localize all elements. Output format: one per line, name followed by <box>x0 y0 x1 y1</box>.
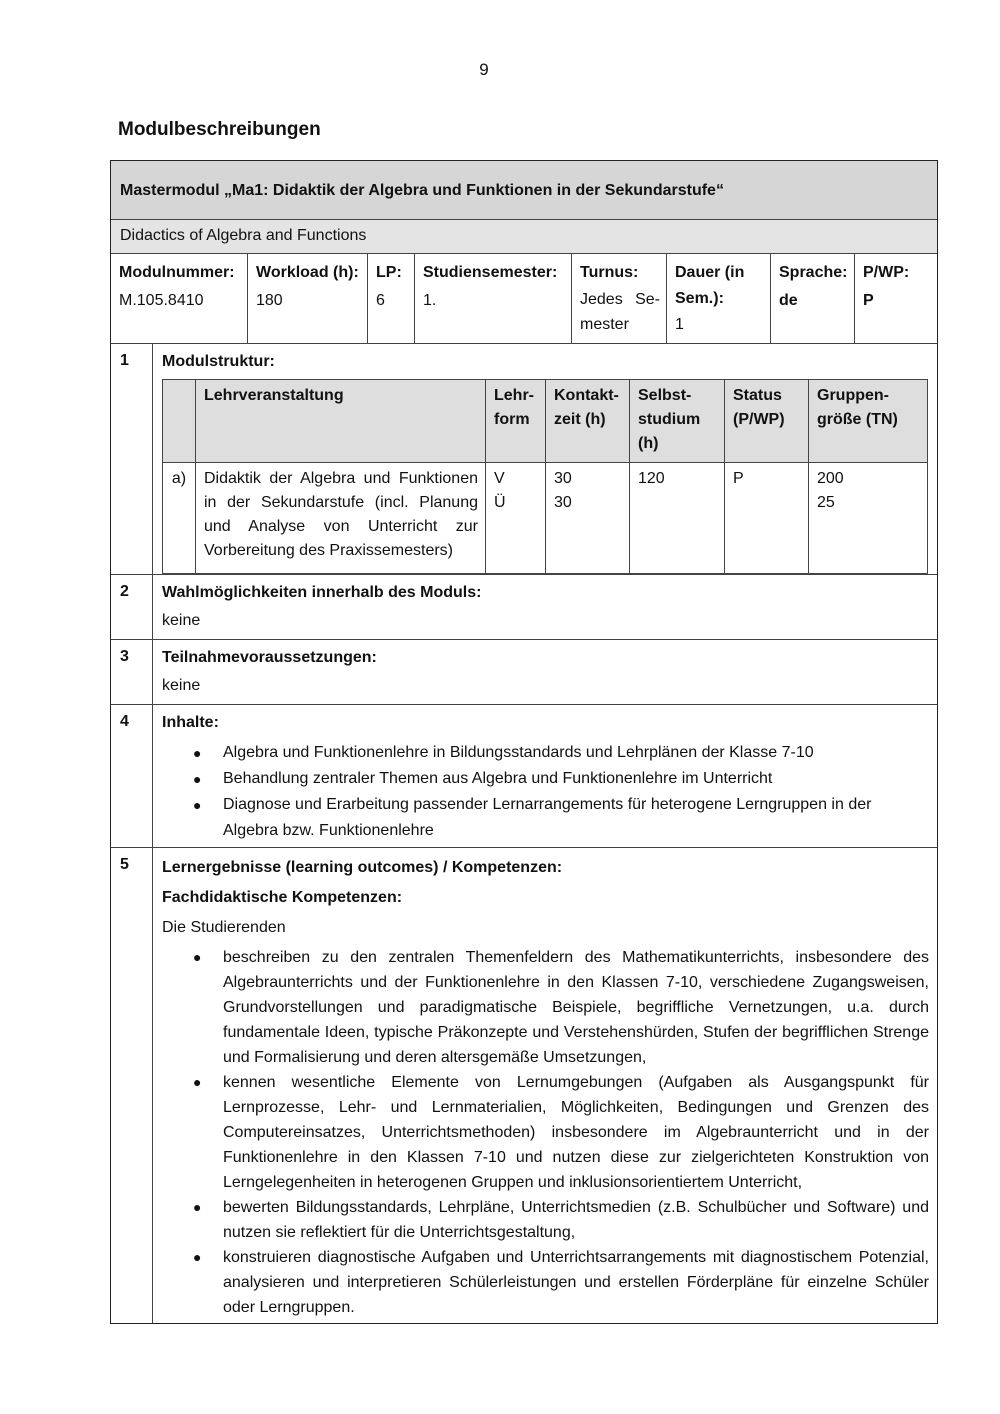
bullet-icon: ● <box>193 771 202 787</box>
section-label: Inhalte: <box>162 714 219 731</box>
dauer-value: 1 <box>675 316 684 333</box>
section-number: 5 <box>111 848 153 1323</box>
list-item: ● Algebra und Funktionenlehre in Bildungsstandards und Lehrplänen der Klasse 7-10 <box>162 740 929 766</box>
section-sublabel: Fachdidaktische Kompetenzen: <box>162 889 403 906</box>
lp-cell <box>368 254 415 343</box>
workload-label: Workload (h): <box>256 264 359 281</box>
module-title: Mastermodul „Ma1: Didaktik der Algebra und Funktionen in der Sekundarstufe“ <box>111 161 937 220</box>
list-item: ● Behandlung zentraler Themen aus Algebra und Funktionenlehre im Unterricht <box>162 766 929 792</box>
list-item: ● bewerten Bildungsstandards, Lehrpläne, Unterrichtsmedien (z.B. Schulbücher und Software) und nutzen sie reflektiert für die Unterrichtsgestaltung, <box>162 1195 929 1245</box>
dauer-cell <box>667 254 771 343</box>
section-teilnahmevoraussetzungen <box>111 640 937 705</box>
dauer-label-line2: Sem.): <box>675 290 724 307</box>
pwp-value: P <box>863 292 874 309</box>
pwp-cell <box>855 254 937 343</box>
bullet-icon: ● <box>193 1249 202 1265</box>
bullet-icon: ● <box>193 1199 202 1215</box>
sprache-cell <box>771 254 855 343</box>
studiensemester-label: Studiensemester: <box>423 264 558 281</box>
turnus-label: Turnus: <box>580 264 639 281</box>
gruppe-ue: 25 <box>817 494 835 511</box>
page-number: 9 <box>479 60 489 79</box>
section-label: Lernergebnisse (learning outcomes) / Kompetenzen: <box>162 859 563 876</box>
turnus-value-line2: mester <box>580 316 629 333</box>
list-item: ● kennen wesentliche Elemente von Lernumgebungen (Aufgaben als Ausgangspunkt für Lernprozesse, Lehr- und Lernmaterialien, Möglichkeiten, Bedingungen und Grenzen des Computereinsatzes, Unterrichtsmethoden) insbesondere im Algebraunterricht und in der Funktionenlehre in den Klassen 7-10 und nutzen diese zur zielgerichteten Konstruktion von Lerngelegenheiten in heterogenen Gruppen und inklusionsorientiertem Unterricht, <box>162 1070 929 1195</box>
section-number: 4 <box>111 705 153 847</box>
row-status: P <box>725 463 809 574</box>
gruppe-v: 200 <box>817 470 844 487</box>
bullet-icon: ● <box>193 797 202 813</box>
module-subtitle: Didactics of Algebra and Functions <box>111 220 937 254</box>
section-label: Modulstruktur: <box>162 353 275 370</box>
workload-cell <box>248 254 368 343</box>
section-wahlmoeglichkeiten <box>111 575 937 640</box>
section-text: keine <box>162 677 201 694</box>
workload-value: 180 <box>256 292 283 309</box>
module-info-row <box>111 254 937 344</box>
section-inhalte <box>111 705 937 848</box>
row-index: a) <box>163 463 196 574</box>
table-header-status: Status (P/WP) <box>725 380 809 463</box>
list-item: ● beschreiben zu den zentralen Themenfeldern des Mathematikunterrichts, insbesondere des Algebraunterrichts und der Funktionenlehre in den Klassen 7-10, verschiedene Zugangsweisen, Grundvorstellungen und paradigmatische Beispiele, begriffliche Vernetzungen, u.a. durch fundamentale Ideen, typische Präkonzepte und Verstehenshürden, Stufen der begrifflichen Strenge und Formalisierung und deren altersgemäße Umsetzungen, <box>162 945 929 1070</box>
section-modulstruktur <box>111 344 937 575</box>
section-intro: Die Studierenden <box>162 919 286 936</box>
list-item: ● konstruieren diagnostische Aufgaben und Unterrichtsarrangements mit diagnostischem Potenzial, analysieren und interpretieren Schülerleistungen und erstellen Förderpläne für einzelne Schüler oder Lerngruppen. <box>162 1245 929 1320</box>
modulnummer-value: M.105.8410 <box>119 292 204 309</box>
module-description-table <box>110 160 938 1324</box>
table-header-row <box>163 380 928 463</box>
table-header-selbststudium: Selbst- studium (h) <box>630 380 725 463</box>
lp-value: 6 <box>376 292 385 309</box>
lehrform-ue: Ü <box>494 494 506 511</box>
table-header-index <box>163 380 196 463</box>
row-lehrform <box>486 463 546 574</box>
table-header-kontaktzeit: Kontakt- zeit (h) <box>546 380 630 463</box>
modulnummer-label: Modulnummer: <box>119 264 235 281</box>
document-heading: Modulbeschreibungen <box>118 119 321 140</box>
sprache-value: de <box>779 292 798 309</box>
kontaktzeit-ue: 30 <box>554 494 572 511</box>
bullet-icon: ● <box>193 745 202 761</box>
table-header-lehrform: Lehr- form <box>486 380 546 463</box>
table-header-gruppengroesse: Gruppen- größe (TN) <box>809 380 928 463</box>
list-item: ● Diagnose und Erarbeitung passender Lernarrangements für heterogene Lerngruppen in der Algebra bzw. Funktionenlehre <box>162 792 929 844</box>
sprache-label: Sprache: <box>779 264 848 281</box>
section-label: Teilnahmevoraussetzungen: <box>162 649 377 666</box>
section-number: 1 <box>111 344 153 574</box>
section-label: Wahlmöglichkeiten innerhalb des Moduls: <box>162 584 482 601</box>
section-text: keine <box>162 612 201 629</box>
row-gruppengroesse <box>809 463 928 574</box>
studiensemester-value: 1. <box>423 292 437 309</box>
dauer-label-line1: Dauer (in <box>675 264 745 281</box>
bullet-icon: ● <box>193 949 202 965</box>
pwp-label: P/WP: <box>863 264 910 281</box>
kompetenzen-list <box>162 945 929 1320</box>
section-lernergebnisse <box>111 848 937 1323</box>
section-number: 2 <box>111 575 153 639</box>
table-row <box>163 463 928 574</box>
bullet-icon: ● <box>193 1074 202 1090</box>
modulstruktur-table <box>162 379 928 574</box>
row-kontaktzeit <box>546 463 630 574</box>
row-selbststudium: 120 <box>630 463 725 574</box>
section-number: 3 <box>111 640 153 704</box>
table-header-lehrveranstaltung: Lehrveranstaltung <box>196 380 486 463</box>
lp-label: LP: <box>376 264 402 281</box>
kontaktzeit-v: 30 <box>554 470 572 487</box>
studiensemester-cell <box>415 254 572 343</box>
lehrform-v: V <box>494 470 505 487</box>
modulnummer-cell <box>111 254 248 343</box>
turnus-cell <box>572 254 667 343</box>
inhalte-list <box>162 740 929 844</box>
row-lehrveranstaltung: Didaktik der Algebra und Funktionen in der Sekundarstufe (incl. Planung und Analyse von Unterricht zur Vorbereitung des Praxissemesters) <box>196 463 486 574</box>
turnus-value-line1: Jedes Se- <box>580 291 660 308</box>
